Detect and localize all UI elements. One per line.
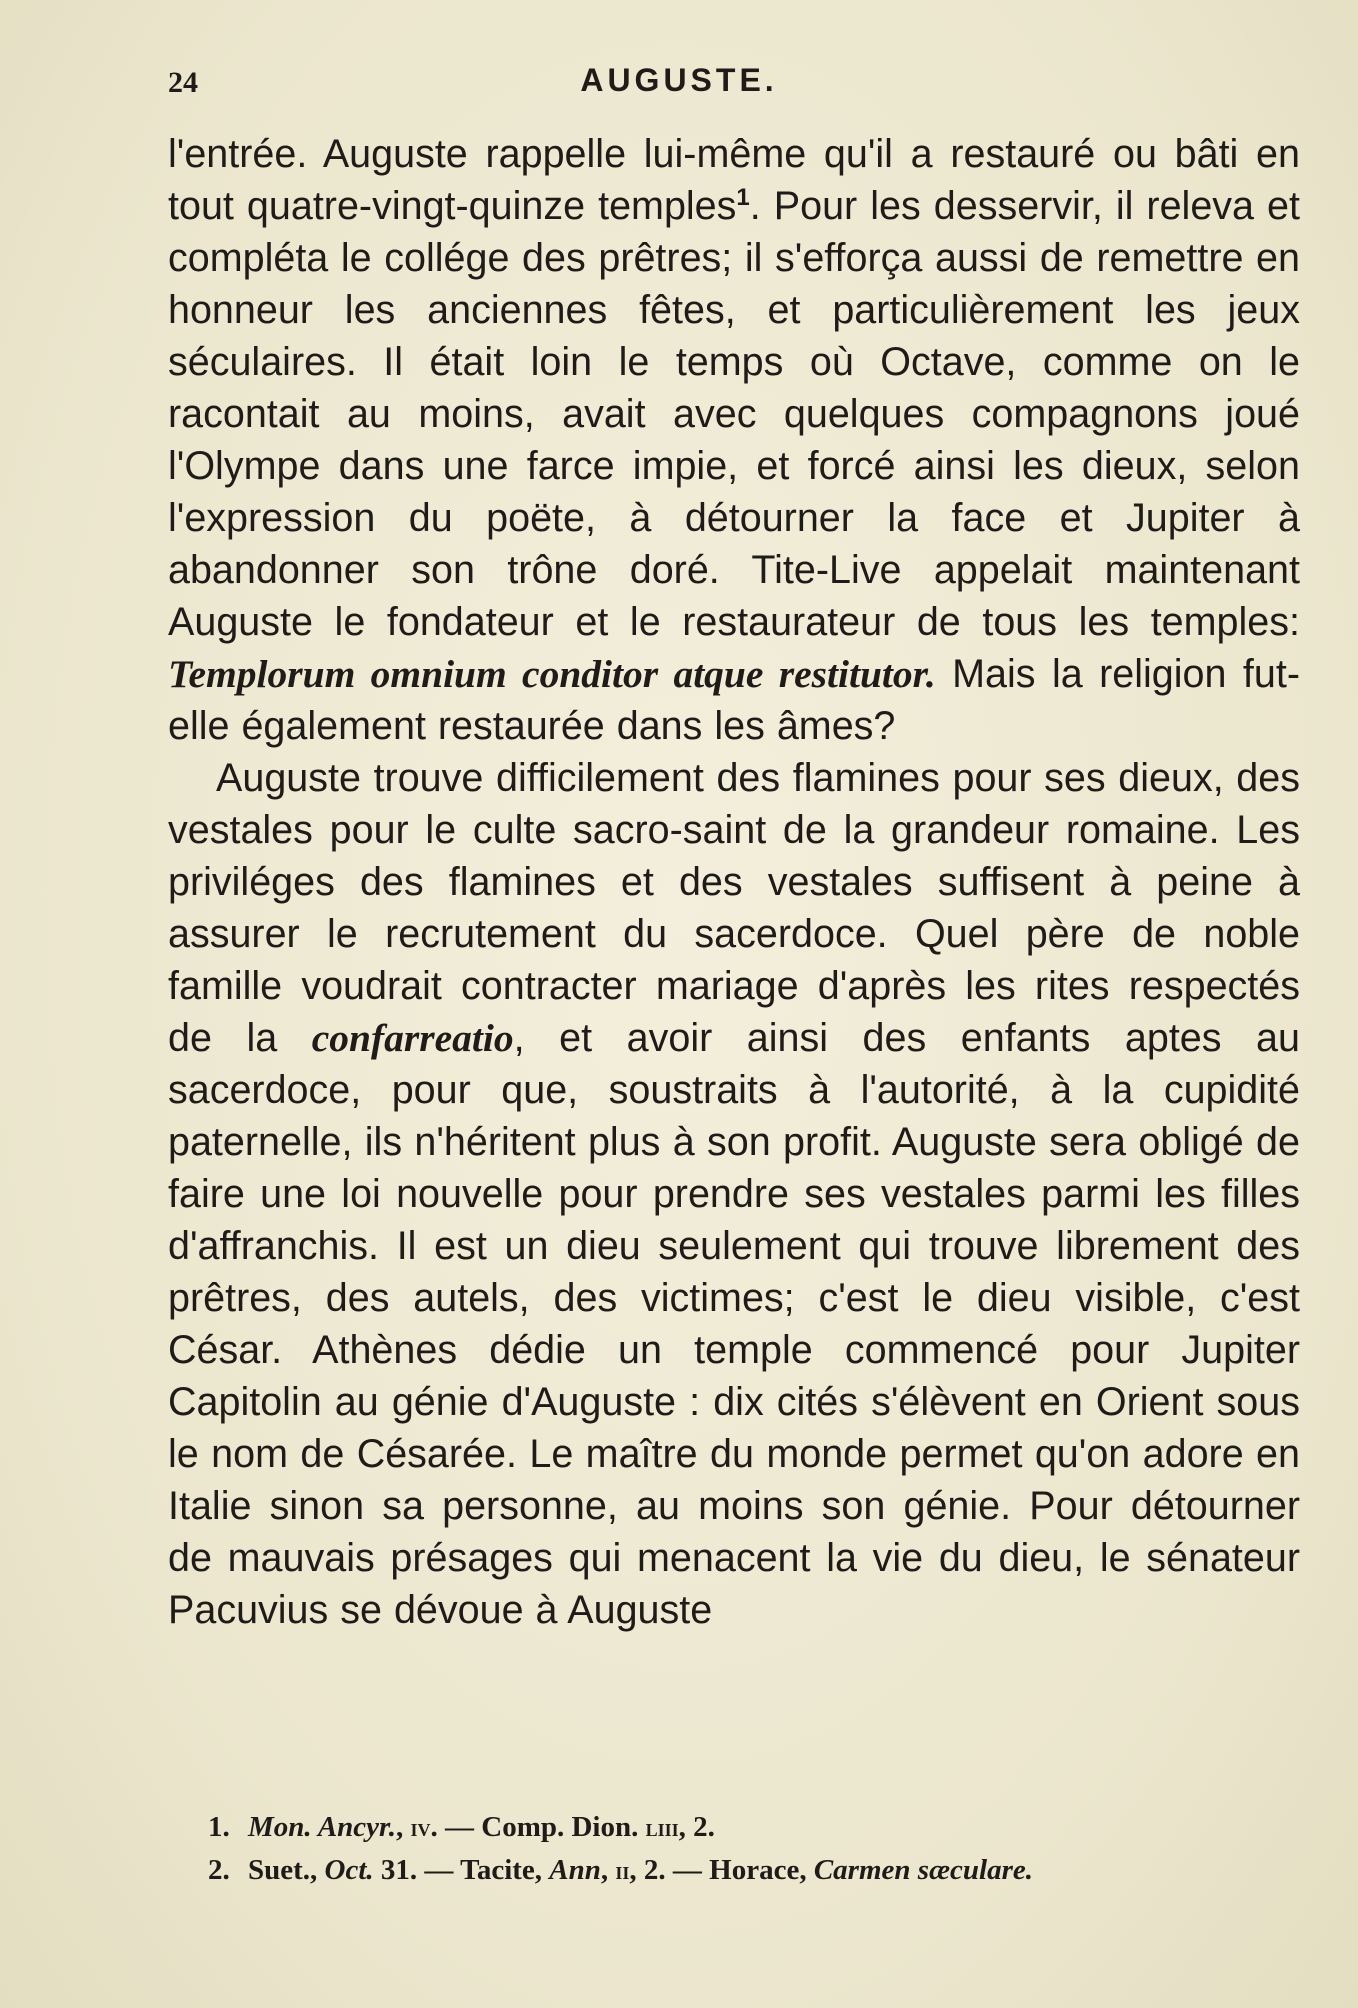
footnote-2 <box>208 1849 1308 1892</box>
paragraph-1-text-c: Mais la religion fut-elle également restaurée dans les âmes? <box>168 652 1300 748</box>
footnote-roman-numeral: liii <box>645 1813 679 1842</box>
footnote-source: Mon. Ancyr. <box>248 1811 396 1843</box>
footnote-roman-numeral: iv <box>410 1813 431 1842</box>
footnote-text: Suet., <box>248 1854 325 1886</box>
footnote-text: . — Comp. Dion. <box>430 1811 646 1843</box>
latin-quotation: Templorum omnium conditor atque restitutor. <box>168 652 936 696</box>
footnote-text: , 2. <box>678 1811 715 1843</box>
footnote-text: , 2. — Horace, <box>629 1854 814 1886</box>
paragraph-2-text-b: , et avoir ainsi des enfants aptes au sacerdoce, pour que, soustraits à l'autorité, à la cupidité paternelle, ils n'héritent plus à son profit. Auguste sera obligé de faire une loi nouvelle pour prendre ses vestales parmi les filles d'affranchis. Il est un dieu seulement qui trouve librement des prêtres, des autels, des victimes; c'est le dieu visible, c'est César. Athènes dédie un temple commencé pour Jupiter Capitolin au génie d'Auguste : dix cités s'élèvent en Orient sous le nom de Césarée. Le maître du monde permet qu'on adore en Italie sinon sa personne, au moins son génie. Pour détourner de mauvais présages qui menacent la vie du dieu, le sénateur Pacuvius se dévoue à Auguste <box>168 1016 1300 1632</box>
footnote-roman-numeral: ii <box>615 1856 630 1885</box>
footnote-source: Ann <box>549 1854 601 1886</box>
body-text <box>168 128 1300 1636</box>
paragraph-1 <box>168 128 1300 752</box>
running-title: AUGUSTE. <box>580 62 778 98</box>
paragraph-2 <box>168 752 1300 1636</box>
paragraph-1-text-b: . Pour les desservir, il releva et compléta le collége des prêtres; il s'efforça aussi de remettre en honneur les anciennes fêtes, et particulièrement les jeux séculaires. Il était loin le temps où Octave, comme on le racontait au moins, avait avec quelques compagnons joué l'Olympe dans une farce impie, et forcé ainsi les dieux, selon l'expression du poëte, à détourner la face et Jupiter à abandonner son trône doré. Tite-Live appelait maintenant Auguste le fondateur et le restaurateur de tous les temples: <box>168 184 1300 644</box>
paragraph-1-text-a: l'entrée. Auguste rappelle lui-même qu'il a restauré ou bâti en tout quatre-vingt-quinze temples <box>168 132 1300 228</box>
footnote-source: Oct. <box>324 1854 374 1886</box>
paragraph-2-text-a: Auguste trouve difficilement des flamines pour ses dieux, des vestales pour le culte sacro-saint de la grandeur romaine. Les priviléges des flamines et des vestales suffisent à peine à assurer le recrutement du sacerdoce. Quel père de noble famille voudrait contracter mariage d'après les rites respectés de la <box>168 756 1300 1060</box>
footnote-text: 31. — Tacite, <box>373 1854 550 1886</box>
footnote-reference-1: 1 <box>736 183 750 211</box>
page-number: 24 <box>168 66 198 99</box>
footnote-number: 1. <box>208 1811 230 1843</box>
footnote-source: Carmen sæculare. <box>813 1854 1033 1886</box>
footnote-number: 2. <box>208 1854 230 1886</box>
latin-term: confarreatio <box>311 1016 514 1060</box>
footnotes <box>208 1806 1308 1892</box>
footnote-text: , <box>600 1854 616 1886</box>
footnote-text: , <box>396 1811 411 1843</box>
footnote-1 <box>208 1806 1308 1849</box>
